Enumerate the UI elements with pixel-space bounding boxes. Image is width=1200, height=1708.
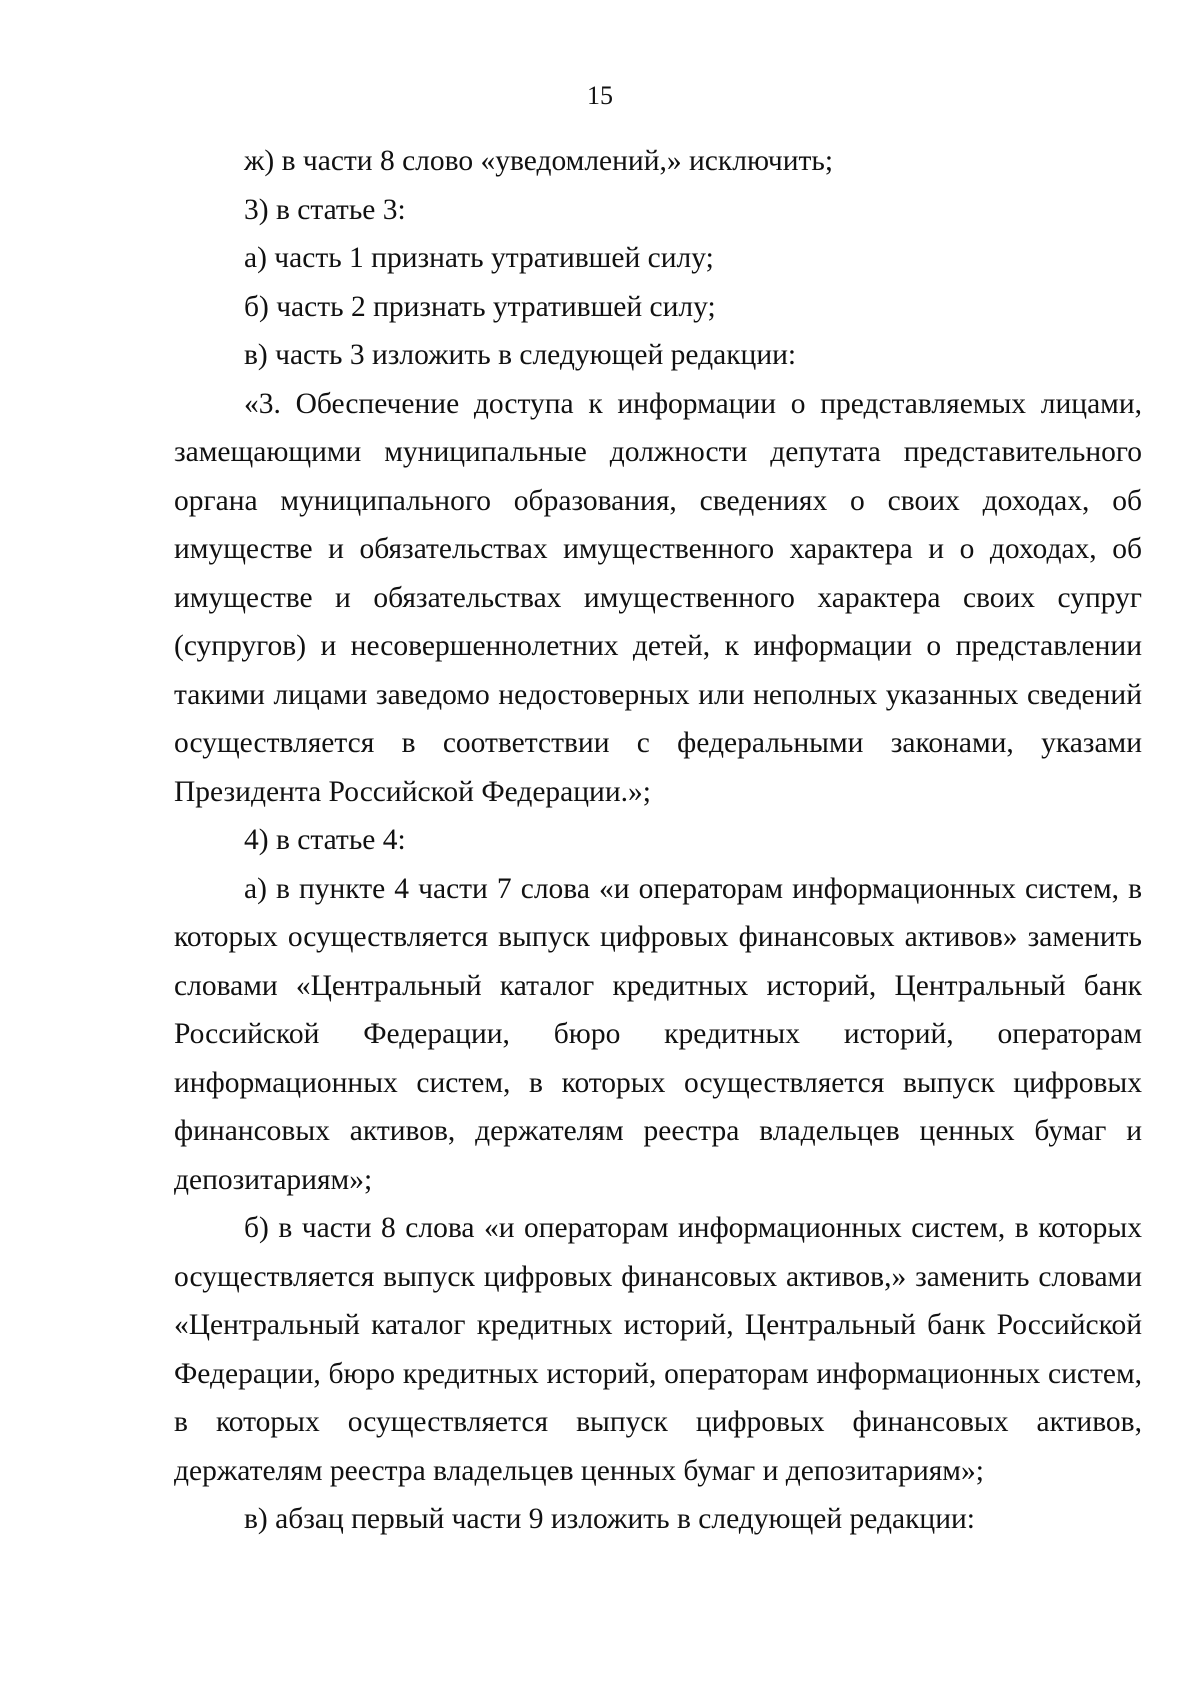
paragraph-quoted-part-3: «3. Обеспечение доступа к информации о представляемых лицами, замещающими муниципальные должности депутата представительного органа муниципального образования, сведениях о своих доходах, об имуществе и обязательствах имущественного характера и о доходах, об имуществе и обязательствах имущественного характера своих супруг (супругов) и несовершеннолетних детей, к информации о представлении такими лицами заведомо недостоверных или неполных указанных сведений осуществляется в соответствии с федеральными законами, указами Президента Российской Федерации.»; (174, 387, 1142, 808)
paragraph-v-part-9: в) абзац первый части 9 изложить в следующей редакции: (244, 1503, 975, 1535)
paragraph-a-part-1: а) часть 1 признать утратившей силу; (244, 242, 714, 274)
document-body (174, 137, 1142, 1544)
paragraph-zh-part-8: ж) в части 8 слово «уведомлений,» исключить; (244, 145, 834, 177)
page-number: 15 (587, 81, 613, 110)
paragraph-v-part-3: в) часть 3 изложить в следующей редакции: (244, 339, 797, 371)
paragraph-article-3: 3) в статье 3: (244, 193, 406, 226)
paragraph-b-part-8: б) в части 8 слова «и операторам информационных систем, в которых осуществляется выпуск цифровых финансовых активов,» заменить словами «Центральный каталог кредитных историй, Центральный банк Российской Федерации, бюро кредитных историй, операторам информационных систем, в которых осуществляется выпуск цифровых финансовых активов, держателям реестра владельцев ценных бумаг и депозитариям»; (174, 1212, 1142, 1487)
paragraph-a-point-4-part-7: а) в пункте 4 части 7 слова «и операторам информационных систем, в которых осуществляется выпуск цифровых финансовых активов» заменить словами «Центральный каталог кредитных историй, Центральный банк Российской Федерации, бюро кредитных историй, операторам информационных систем, в которых осуществляется выпуск цифровых финансовых активов, держателям реестра владельцев ценных бумаг и депозитариям»; (174, 872, 1142, 1196)
paragraph-b-part-2: б) часть 2 признать утратившей силу; (244, 290, 716, 323)
paragraph-article-4: 4) в статье 4: (244, 824, 406, 856)
